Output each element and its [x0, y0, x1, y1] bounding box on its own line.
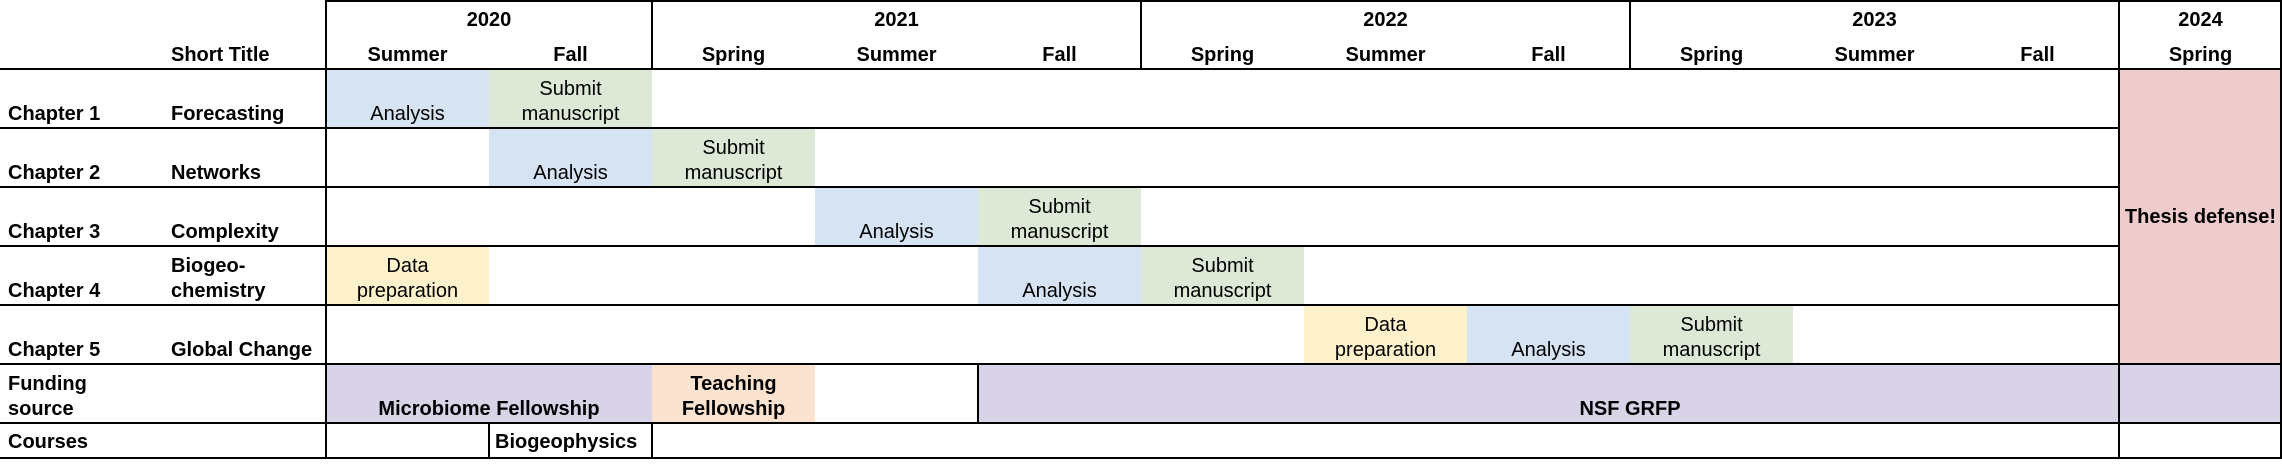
chapter-3-title: Complexity [171, 221, 279, 243]
season-fall-2020: Fall [553, 44, 588, 66]
season-spring-2024: Spring [2168, 44, 2233, 66]
chapter-1-label: Chapter 1 [8, 103, 101, 125]
chapter-2-label: Chapter 2 [8, 162, 101, 184]
season-fall-2021: Fall [1042, 44, 1077, 66]
chapter-4-title: Biogeo- chemistry [171, 255, 266, 302]
ch5-data-preparation: Data preparation [1304, 306, 1467, 365]
chapter-5-title: Global Change [171, 339, 313, 361]
divider [0, 422, 2282, 424]
season-summer-2021: Summer [856, 44, 937, 66]
divider [0, 457, 2282, 459]
year-2024: 2024 [2178, 8, 2223, 31]
divider [488, 424, 490, 459]
ch5-analysis: Analysis [1467, 306, 1630, 365]
divider [1140, 0, 1142, 70]
season-fall-2023: Fall [2020, 44, 2055, 66]
divider [326, 0, 2282, 2]
chapter-5-label: Chapter 5 [8, 339, 101, 361]
chapter-4-label: Chapter 4 [8, 280, 101, 302]
season-summer-2020: Summer [367, 44, 448, 66]
ch2-submit-manuscript: Submit manuscript [652, 129, 815, 188]
divider [0, 363, 2282, 365]
ch4-submit-manuscript: Submit manuscript [1141, 247, 1304, 306]
ch4-analysis: Analysis [978, 247, 1141, 306]
divider [0, 127, 2119, 129]
ch5-submit-manuscript: Submit manuscript [1630, 306, 1793, 365]
courses-label: Courses [8, 431, 89, 453]
short-title-header: Short Title [171, 44, 270, 66]
ch4-data-preparation: Data preparation [326, 247, 489, 306]
funding-source-label: Funding source [8, 373, 87, 420]
year-2020: 2020 [466, 8, 512, 31]
divider [0, 245, 2119, 247]
divider [2118, 0, 2120, 459]
ch2-analysis: Analysis [489, 129, 652, 188]
ch3-submit-manuscript: Submit manuscript [978, 188, 1141, 247]
chapter-1-title: Forecasting [171, 103, 285, 125]
year-2023: 2023 [1852, 8, 1897, 31]
season-spring-2021: Spring [701, 44, 766, 66]
ch3-analysis: Analysis [815, 188, 978, 247]
season-spring-2022: Spring [1190, 44, 1255, 66]
thesis-defense: Thesis defense! [2119, 70, 2282, 365]
season-summer-2022: Summer [1345, 44, 1426, 66]
year-2021: 2021 [874, 8, 919, 31]
biogeophysics-course: Biogeophysics [495, 431, 638, 453]
nsf-grfp: NSF GRFP [978, 365, 2282, 424]
divider [325, 0, 327, 459]
ch1-submit-manuscript: Submit manuscript [489, 70, 652, 129]
season-spring-2023: Spring [1679, 44, 1744, 66]
divider [0, 304, 2119, 306]
teaching-fellowship: Teaching Fellowship [652, 365, 815, 424]
ch1-analysis: Analysis [326, 70, 489, 129]
season-summer-2023: Summer [1834, 44, 1915, 66]
microbiome-fellowship: Microbiome Fellowship [326, 365, 652, 424]
divider [651, 424, 653, 459]
chapter-3-label: Chapter 3 [8, 221, 101, 243]
divider [651, 0, 653, 70]
divider [977, 365, 979, 424]
divider [0, 186, 2119, 188]
year-2022: 2022 [1363, 8, 1408, 31]
divider [1629, 0, 1631, 70]
chapter-2-title: Networks [171, 162, 262, 184]
season-fall-2022: Fall [1531, 44, 1566, 66]
